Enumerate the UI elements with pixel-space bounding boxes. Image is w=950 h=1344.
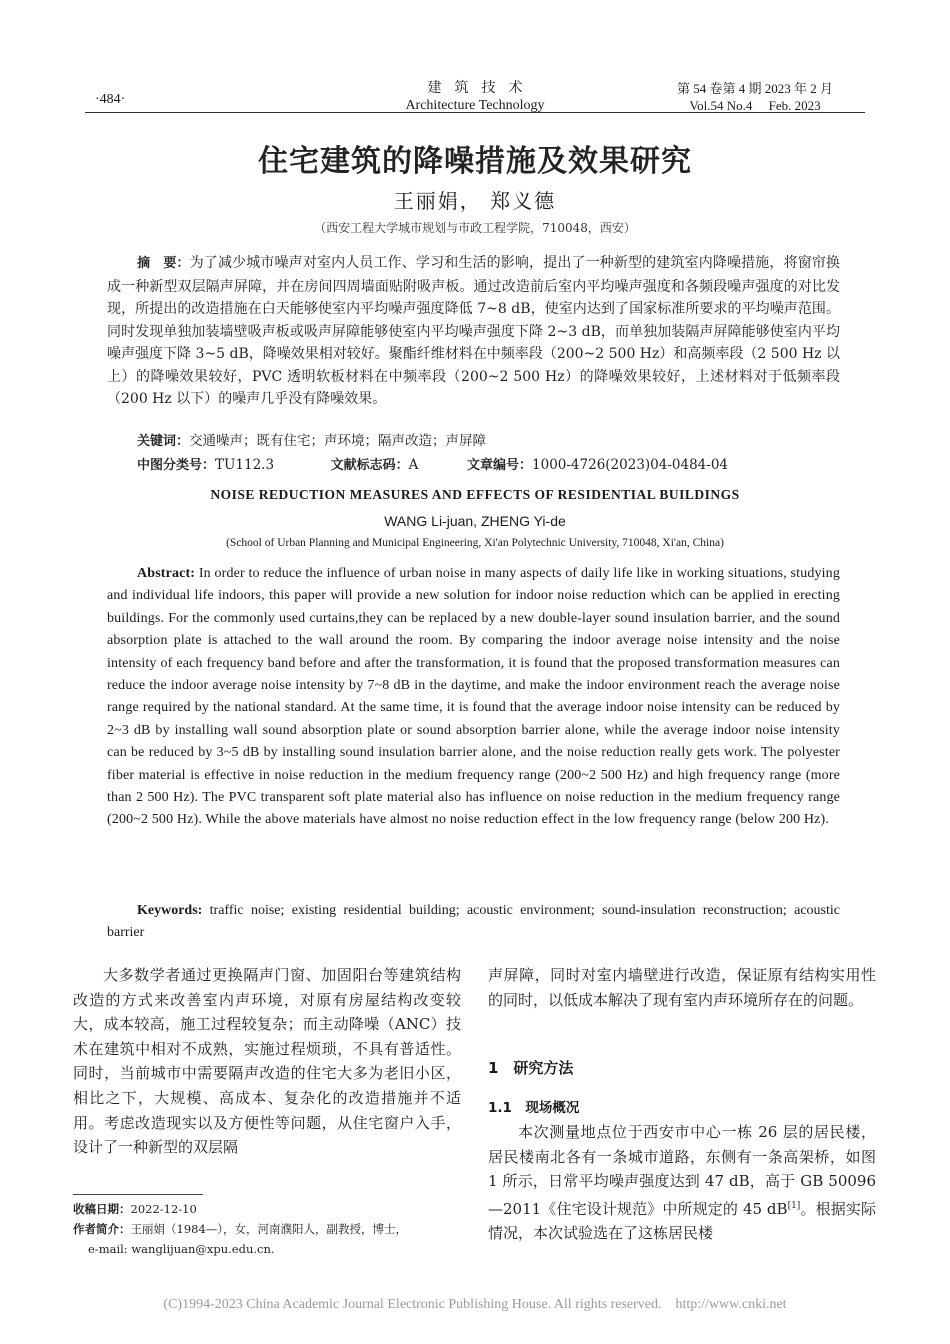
doc-code-value: A [408, 457, 419, 473]
para2-text-b: 。根据实际情况，本次试验选在了这栋居民楼 [488, 1199, 876, 1243]
copyright-watermark: (C)1994-2023 China Academic Journal Electronic Publishing House. All rights reserved. http://www.cnki.net [163, 1297, 787, 1312]
affiliation: （西安工程大学城市规划与市政工程学院，710048，西安） [314, 221, 636, 235]
issue-info [660, 80, 850, 114]
article-no-label: 文章编号： [467, 458, 533, 473]
doc-code-label: 文献标志码： [330, 458, 409, 473]
received-date [73, 1199, 197, 1219]
keywords-en-label: Keywords: [137, 903, 203, 918]
section-heading-1-1: 1.1 现场概况 [488, 1100, 580, 1116]
abstract-en-label: Abstract: [137, 566, 196, 581]
para2-text-a: 本次测量地点位于西安市中心一栋 26 层的居民楼，居民楼南北各有一条城市道路，东侧有一条高架桥，如图 1 所示，日常平均噪声强度达到 47 dB，高于 GB 50096—2011《住宅设计规范》中所规定的 45 dB [488, 1123, 876, 1218]
journal-name-en: Architecture Technology [405, 98, 545, 113]
keywords-cn-label: 关键词： [137, 434, 190, 449]
author-bio [73, 1219, 407, 1239]
keywords-cn-text: 交通噪声；既有住宅；声环境；隔声改造；声屏障 [189, 433, 487, 449]
issue-cn: 第 54 卷第 4 期 2023 年 2 月 [676, 81, 833, 96]
article-no-value: 1000-4726(2023)04-0484-04 [532, 457, 729, 473]
page-number: ·484· [95, 92, 126, 107]
bio-label: 作者简介： [73, 1222, 131, 1236]
abstract-en [107, 563, 840, 832]
journal-header [380, 80, 570, 114]
abstract-cn-text: 为了减少城市噪声对室内人员工作、学习和生活的影响，提出了一种新型的建筑室内降噪措施，将窗帘换成一种新型双层隔声屏障，并在房间四周墙面贴附吸声板。通过改造前后室内平均噪声强度和各频段噪声强度的对比发现，所提出的改造措施在白天能够使室内平均噪声强度降低 7~8 dB，使室内达到了国家标准所要求的平均噪声范围。同时发现单独加装墙壁吸声板或吸声屏障能够使室内平均噪声强度下降 2~3 dB，而单独加装隔声屏障能够使室内平均噪声强度下降 3~5 dB，降噪效果相对较好。聚酯纤维材料在中频率段（200~2 500 Hz）和高频率段（2 500 Hz 以上）的降噪效果较好，PVC 透明软板材料在中频率段（200~2 500 Hz）的降噪效果较好，上述材料对于低频率段（200 Hz 以下）的噪声几乎没有降噪效果。 [107, 255, 840, 407]
keywords-en [107, 900, 840, 945]
section-heading-1: 1 研究方法 [488, 1059, 574, 1077]
body-right-paragraph-1: 声屏障，同时对室内墙壁进行改造，保证原有结构实用性的同时，以低成本解决了现有室内声环境所存在的问题。 [488, 966, 876, 1009]
abstract-en-text: In order to reduce the influence of urban noise in many aspects of daily life like in working situations, studying and individual life indoors, this paper will provide a new solution for indoor noise reduction which can be applied in erecting buildings. For the commonly used curtains,they can be replaced by a new double-layer sound insulation barrier, and the sound absorption plate is attached to the wall around the room. By comparing the indoor average noise intensity and the noise intensity of each frequency band before and after the transformation, it is found that the proposed transformation measures can reduce the indoor average noise intensity by 7~8 dB in the daytime, and make the indoor environment reach the average noise range required by the national standard. At the same time, it is found that the average indoor noise intensity can be reduced by 2~3 dB by installing wall sound absorption plate or sound absorption barrier alone, while the average indoor noise intensity can be reduced by 3~5 dB by installing sound insulation barrier alone, and the noise reduction really gets work. The polyester fiber material is effective in noise reduction in the medium frequency range (200~2 500 Hz) and high frequency range (more than 2 500 Hz). The PVC transparent soft plate material also has influence on noise reduction in the medium frequency range (200~2 500 Hz). While the above materials have almost no noise reduction effect in the low frequency range (below 200 Hz). [107, 566, 840, 828]
body-left-paragraph: 大多数学者通过更换隔声门窗、加固阳台等建筑结构改造的方式来改善室内声环境，对原有房屋结构改变较大，成本较高，施工过程较复杂；而主动降噪（ANC）技术在建筑中相对不成熟，实施过程烦琐，不具有普适性。同时，当前城市中需要隔声改造的住宅大多为老旧小区，相比之下，大规模、高成本、复杂化的改造措施并不适用。考虑改造现实以及方便性等问题，从住宅窗户入手，设计了一种新型的双层隔 [73, 966, 461, 1157]
journal-name-cn: 建筑技术 [427, 80, 536, 96]
abstract-cn-label: 摘 要： [137, 256, 190, 271]
keywords-cn [137, 429, 486, 449]
english-affiliation: (School of Urban Planning and Municipal Engineering, Xi'an Polytechnic University, 710048, Xi'an, China) [226, 537, 724, 549]
paper-title: 住宅建筑的降噪措施及效果研究 [258, 144, 692, 179]
abstract-cn [107, 252, 840, 411]
author-email: e-mail: wanglijuan@xpu.edu.cn. [88, 1242, 275, 1256]
received-label: 收稿日期： [73, 1202, 131, 1216]
english-authors: WANG Li-juan, ZHENG Yi-de [384, 513, 566, 529]
citation-ref: [1] [787, 1200, 801, 1211]
classification-row [137, 454, 728, 473]
keywords-en-text: traffic noise; existing residential building; acoustic environment; sound-insulation reconstruction; acoustic barrier [107, 903, 840, 941]
body-right-paragraph-2 [488, 1120, 876, 1246]
english-title: NOISE REDUCTION MEASURES AND EFFECTS OF RESIDENTIAL BUILDINGS [210, 487, 740, 502]
received-value: 2022-12-10 [130, 1202, 197, 1216]
header-rule [85, 112, 865, 113]
issue-en: Vol.54 No.4 Feb. 2023 [689, 98, 821, 113]
clc-value: TU112.3 [215, 457, 275, 473]
bio-value: 王丽娟（1984—），女，河南濮阳人，副教授，博士， [130, 1222, 408, 1236]
authors: 王丽娟， 郑义德 [393, 189, 557, 213]
footnote-rule [73, 1194, 203, 1195]
clc-label: 中图分类号： [137, 458, 216, 473]
